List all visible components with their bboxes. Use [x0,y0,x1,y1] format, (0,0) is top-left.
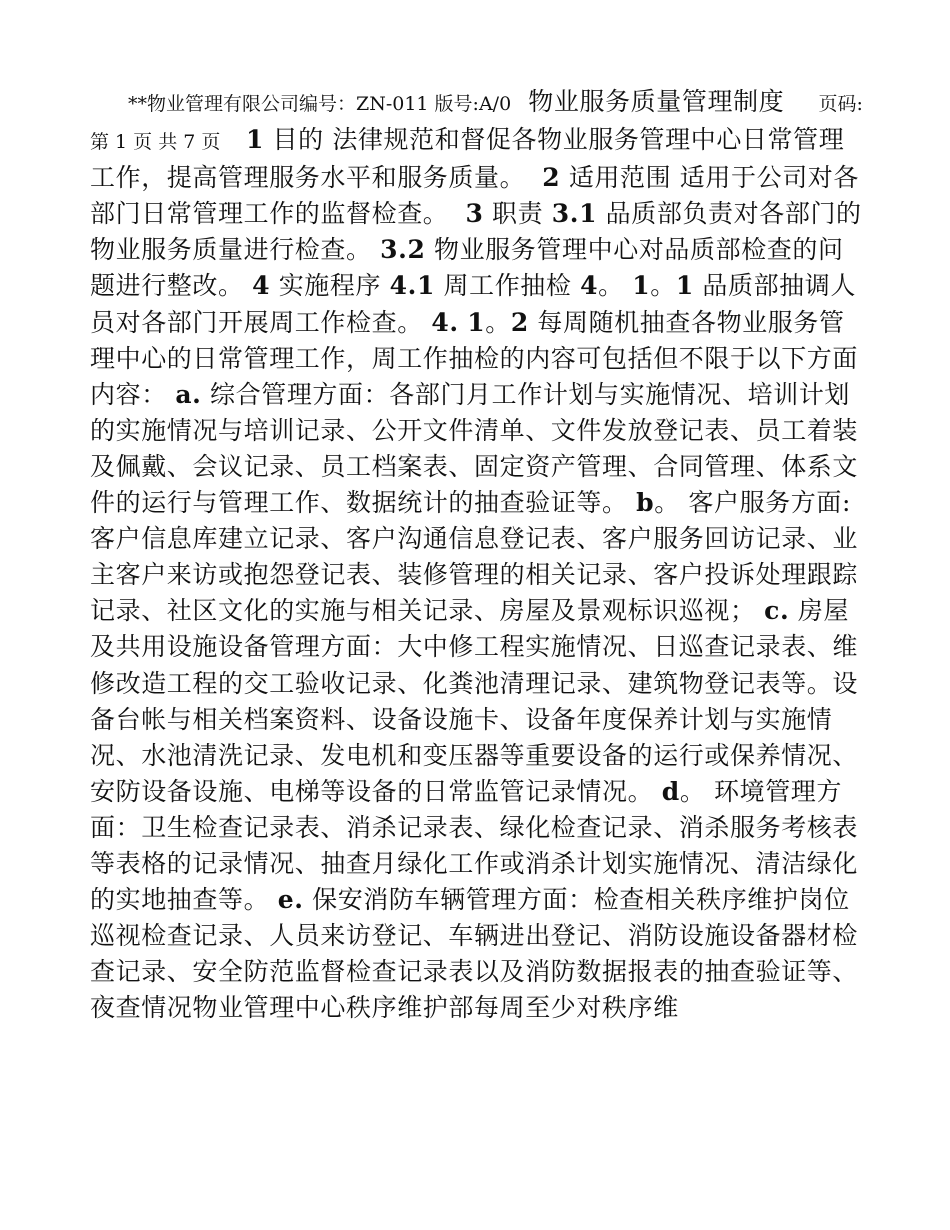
document-body [90,84,868,1026]
section-1-text: 法律规范和督促各物业服务管理中心日常管理工作，提高管理服务水平和服务质量。 [90,125,845,193]
item-d-text: 。 环境管理方面：卫生检查记录表、消杀记录表、绿化检查记录、消杀服务考核表等表格的记录情况、抽查月绿化工作或消杀计划实施情况、清洁绿化的实地抽查等。 [90,776,859,915]
section-4-1-2-separator: 。 [485,307,511,337]
section-4-1-2-text: 每周随机抽查各物业服务管理中心的日常管理工作，周工作抽检的内容可包括但不限于以下方面内容： [90,307,859,409]
section-3-2-number: 3.2 [380,235,426,265]
section-4-1-1-text: 品质部抽调人员对各部门开展周工作检查。 [90,271,856,337]
item-c-text: 房屋及共用设施设备管理方面：大中修工程实施情况、日巡查记录表、维修改造工程的交工验收记录、化粪池清理记录、建筑物登记表等。设备台帐与相关档案资料、设备设施卡、设备年度保养计划与实施情况、水池清洗记录、发电机和变压器等重要设备的运行或保养情况、安防设备设施、电梯等设备的日常监管记录情况。 [90,596,859,806]
section-4-1-1-separator-1: 。 [598,271,624,301]
section-4-1-1-number-a: 4 [580,271,599,301]
section-3-1-text: 品质部负责对各部门的物业服务质量进行检查。 [90,199,862,265]
section-4-1-1-separator-2: 。 [650,271,676,301]
section-3-1-number: 3.1 [551,199,598,229]
item-b-label: b [636,488,655,518]
section-4-number: 4 [252,271,271,301]
page-info: 页码:第 1 页 共 7 页 [90,93,863,154]
company-code-line: **物业管理有限公司编号：ZN-011 版号:A/0 [128,93,512,115]
section-1-number: 1 [246,125,265,155]
section-2-text: 适用范围 适用于公司对各部门日常管理工作的监督检查。 [90,163,859,229]
section-4-1-text: 周工作抽检 [434,271,581,301]
item-e-label: e. [277,885,304,915]
section-4-1-1-number-b: 1 [632,271,651,301]
section-3-2-text: 物业服务管理中心对品质部检查的问题进行整改。 [90,235,844,301]
section-4-1-1-number-c: 1 [675,271,694,301]
item-d-label: d [661,776,680,806]
document-title: 物业服务质量管理制度 [528,87,785,116]
section-4-1-2-number-c: 2 [510,307,529,337]
section-4-title: 实施程序 [270,271,390,301]
section-3-number: 3 [465,199,484,229]
item-a-label: a. [175,379,202,409]
section-1-title: 目的 [264,125,333,155]
item-e-text: 保安消防车辆管理方面：检查相关秩序维护岗位巡视检查记录、人员来访登记、车辆进出登记、消防设施设备器材检查记录、安全防范监督检查记录表以及消防数据报表的抽查验证等、夜查情况物业管理中心秩序维护部每周至少对秩序维 [90,885,859,1023]
section-3-title: 职责 [483,199,552,229]
item-c-label: c. [764,596,790,626]
section-4-1-number: 4.1 [389,271,435,301]
section-4-1-2-number-b: 1 [467,307,486,337]
section-4-1-2-number-a: 4. [431,307,459,337]
item-a-text: 综合管理方面：各部门月工作计划与实施情况、培训计划的实施情况与培训记录、公开文件清单、文件发放登记表、员工着装及佩戴、会议记录、员工档案表、固定资产管理、合同管理、体系文件的运行与管理工作、数据统计的抽查验证等。 [90,379,859,518]
item-b-text: 。 客户服务方面:客户信息库建立记录、客户沟通信息登记表、客户服务回访记录、业主客户来访或抱怨登记表、装修管理的相关记录、客户投诉处理跟踪记录、社区文化的实施与相关记录、房屋及景观标识巡视； [90,488,859,626]
section-2-number: 2 [542,163,561,193]
